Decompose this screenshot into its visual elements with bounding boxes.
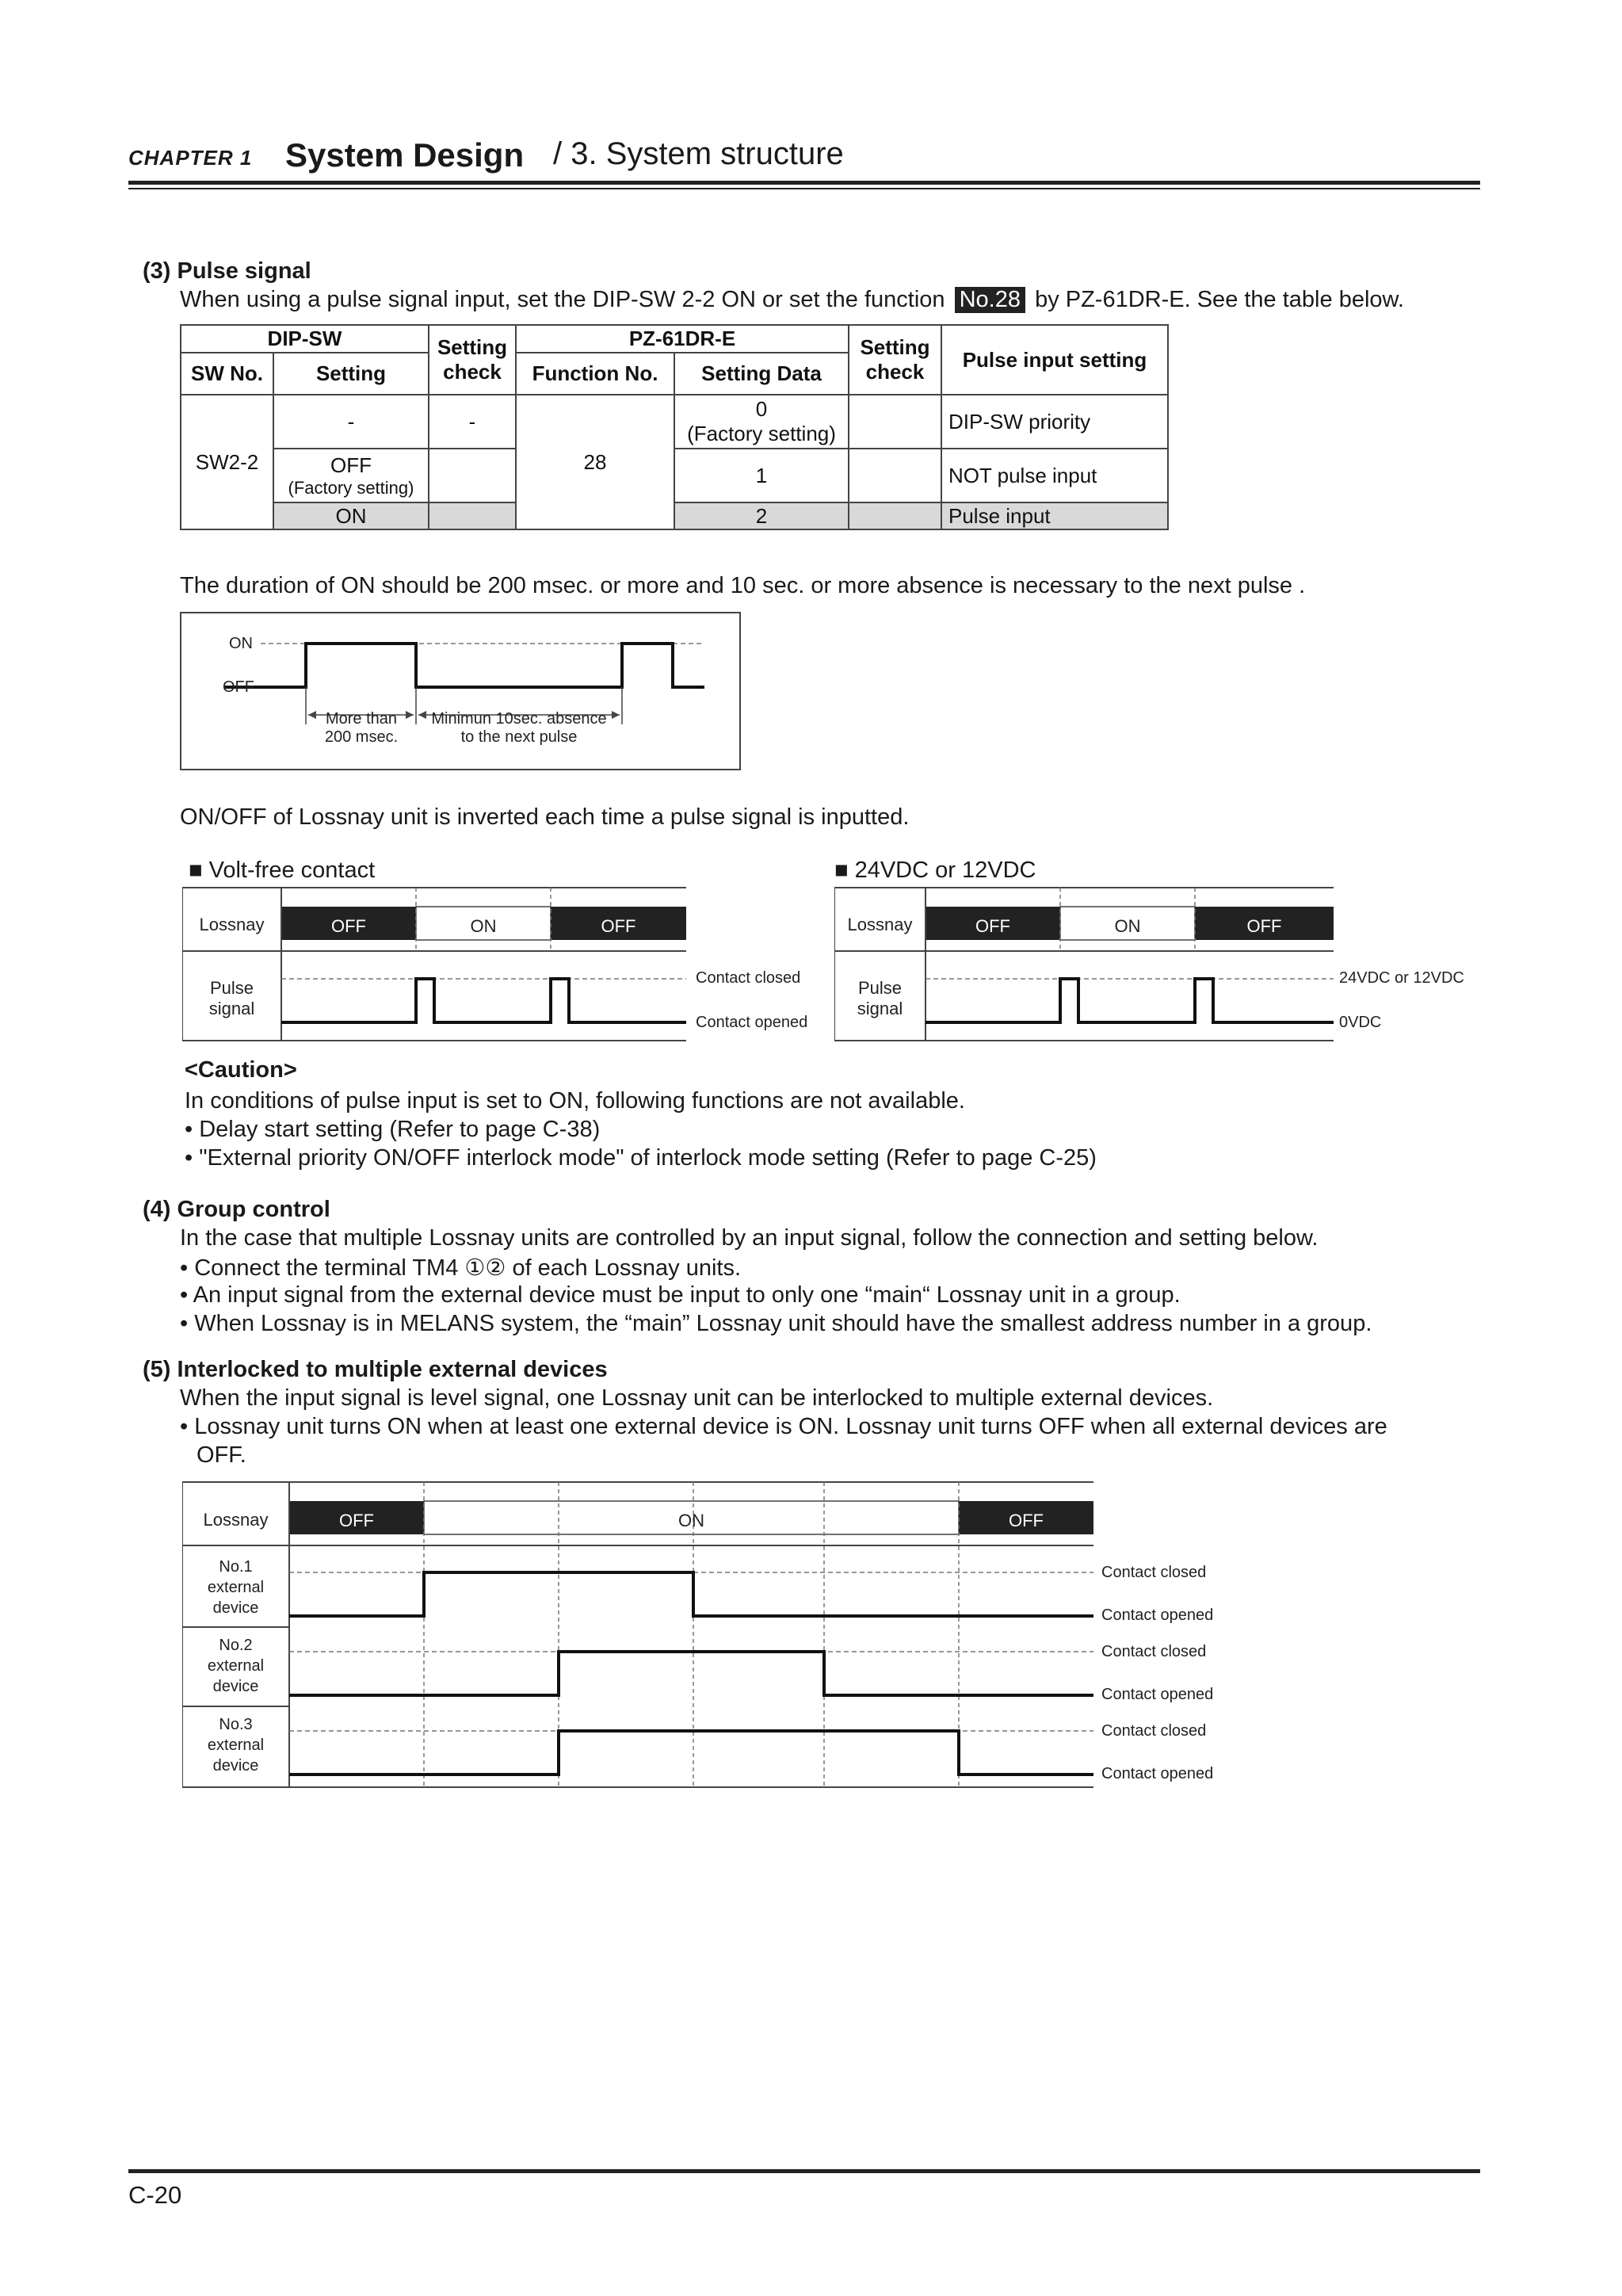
setting-note: (Factory setting) <box>288 477 414 498</box>
minimum-absence-label <box>419 710 619 747</box>
intro-text-after: by PZ-61DR-E. See the table below. <box>1035 287 1404 312</box>
header-function-no: Function No. <box>516 353 674 395</box>
off-label: OFF <box>223 678 254 696</box>
dc-low-label: 0VDC <box>1339 1014 1382 1031</box>
more-than-line-2: 200 msec. <box>324 728 399 746</box>
contact-opened-label: Contact opened <box>696 1014 808 1031</box>
square-bullet-icon: ■ <box>834 858 855 883</box>
dc-pulse-signal-label <box>834 978 925 1019</box>
device-3-line-3: device <box>212 1757 259 1775</box>
dc-state-off-2: OFF <box>1246 916 1282 936</box>
section-4-text: In the case that multiple Lossnay units are controlled by an input signal, follow the connection and setting below. <box>180 1225 1319 1251</box>
setting-value: OFF <box>330 453 372 477</box>
header-setting-data: Setting Data <box>674 353 849 395</box>
more-than-line-1: More than <box>325 710 398 728</box>
dc-high-label: 24VDC or 12VDC <box>1339 969 1464 987</box>
check-cell: - <box>429 395 516 449</box>
duration-text: The duration of ON should be 200 msec. or more and 10 sec. or more absence is necessary to the next pulse . <box>180 573 1306 598</box>
device-3-line-1: No.3 <box>219 1716 253 1733</box>
device-1-line-1: No.1 <box>219 1558 253 1576</box>
section-5-text: When the input signal is level signal, one Lossnay unit can be interlocked to multiple external devices. <box>180 1385 1214 1411</box>
state-on: ON <box>470 916 497 936</box>
dev3-contact-closed: Contact closed <box>1101 1722 1207 1740</box>
page-number: C-20 <box>128 2181 182 2209</box>
device-2-line-3: device <box>212 1678 259 1695</box>
dc-pulse-line-1: Pulse <box>857 978 903 998</box>
dc-diagram <box>834 886 1341 1045</box>
volt-free-title-text: Volt-free contact <box>208 858 376 883</box>
data-note: (Factory setting) <box>687 422 836 445</box>
result-cell: Pulse input <box>941 502 1168 529</box>
caution-bullet-2: • "External priority ON/OFF interlock mode" of interlock mode setting (Refer to page C-25) <box>185 1145 1097 1171</box>
interlock-state-off-2: OFF <box>1009 1511 1044 1530</box>
dc-state-on: ON <box>1114 916 1141 936</box>
setting-cell: ON <box>273 502 429 529</box>
inverted-text: ON/OFF of Lossnay unit is inverted each time a pulse signal is inputted. <box>180 804 910 830</box>
volt-free-title <box>189 858 375 884</box>
chapter-section-title: / 3. System structure <box>553 136 844 171</box>
header-sw-no: SW No. <box>181 353 273 395</box>
header-setting-check: Setting check <box>429 325 516 395</box>
header-rule-thin <box>128 188 1480 189</box>
result-cell: NOT pulse input <box>941 449 1168 502</box>
interlock-state-off-1: OFF <box>339 1511 374 1530</box>
check-cell <box>429 449 516 502</box>
check-cell-2 <box>849 395 941 449</box>
section-5-heading: (5) Interlocked to multiple external devices <box>143 1357 608 1382</box>
header-setting: Setting <box>273 353 429 395</box>
chapter-label: CHAPTER 1 <box>128 146 253 170</box>
volt-free-diagram <box>182 886 689 1045</box>
intro-text: When using a pulse signal input, set the DIP-SW 2-2 ON or set the function <box>180 287 945 312</box>
state-off-2: OFF <box>601 916 636 936</box>
setting-cell: - <box>273 395 429 449</box>
dev2-contact-closed: Contact closed <box>1101 1643 1207 1660</box>
device-1-line-2: external <box>207 1579 265 1596</box>
dev3-contact-opened: Contact opened <box>1101 1765 1214 1782</box>
dev1-contact-opened: Contact opened <box>1101 1606 1214 1624</box>
dc-state-off-1: OFF <box>975 916 1010 936</box>
data-value: 0 <box>755 397 768 421</box>
header-dipsw: DIP-SW <box>181 325 429 353</box>
setting-data-cell: 1 <box>674 449 849 502</box>
minimum-line-2: to the next pulse <box>460 728 578 746</box>
header-pulse-input-setting: Pulse input setting <box>941 325 1168 395</box>
check-cell-2 <box>849 502 941 529</box>
header-setting-check-2: Setting check <box>849 325 941 395</box>
dev1-contact-closed: Contact closed <box>1101 1564 1207 1581</box>
section-5-bullet-1-cont: OFF. <box>197 1442 246 1468</box>
caution-text: In conditions of pulse input is set to ON, following functions are not available. <box>185 1088 965 1114</box>
device-2-line-1: No.2 <box>219 1637 253 1654</box>
device-3-line-2: external <box>207 1736 265 1754</box>
check-cell <box>429 502 516 529</box>
result-cell: DIP-SW priority <box>941 395 1168 449</box>
state-off-1: OFF <box>331 916 366 936</box>
setting-data-cell <box>674 395 849 449</box>
more-than-label <box>318 710 405 747</box>
header-rule <box>128 181 1480 185</box>
section-3-intro <box>180 287 1404 313</box>
dev2-contact-opened: Contact opened <box>1101 1686 1214 1703</box>
function-badge: No.28 <box>955 287 1025 313</box>
dc-title <box>834 858 1036 884</box>
on-label: ON <box>229 635 253 652</box>
footer-rule <box>128 2169 1480 2173</box>
section-4-heading: (4) Group control <box>143 1197 330 1222</box>
device-2-line-2: external <box>207 1657 265 1675</box>
dc-pulse-line-2: signal <box>857 999 903 1018</box>
interlock-state-on: ON <box>678 1511 704 1530</box>
pulse-timing-diagram <box>180 612 741 770</box>
section-4-bullet-2: • An input signal from the external device must be input to only one “main“ Lossnay unit in a group. <box>180 1282 1181 1308</box>
lossnay-label: Lossnay <box>199 915 265 934</box>
interlock-lossnay-label: Lossnay <box>203 1510 269 1530</box>
chapter-title: System Design <box>285 136 525 174</box>
setting-cell <box>273 449 429 502</box>
device-1-label <box>182 1557 289 1618</box>
dc-lossnay-label: Lossnay <box>847 915 913 934</box>
section-4-bullet-1: • Connect the terminal TM4 ①② of each Lossnay units. <box>180 1255 742 1281</box>
sw-no-cell: SW2-2 <box>181 395 273 529</box>
caution-bullet-1: • Delay start setting (Refer to page C-38) <box>185 1117 601 1142</box>
device-1-line-3: device <box>212 1599 259 1617</box>
header-pz61dre: PZ-61DR-E <box>516 325 849 353</box>
section-4-bullet-3: • When Lossnay is in MELANS system, the “main” Lossnay unit should have the smallest address number in a group. <box>180 1311 1372 1336</box>
pulse-line-1: Pulse <box>209 978 254 998</box>
device-2-label <box>182 1635 289 1697</box>
section-3-heading: (3) Pulse signal <box>143 258 311 284</box>
pulse-settings-table <box>180 324 1169 530</box>
minimum-line-1: Minimun 10sec. absence <box>431 710 607 728</box>
contact-closed-label: Contact closed <box>696 969 801 987</box>
pulse-line-2: signal <box>208 999 255 1018</box>
device-3-label <box>182 1714 289 1776</box>
section-5-bullet-1: • Lossnay unit turns ON when at least one external device is ON. Lossnay unit turns OFF when all external devices are <box>180 1414 1387 1439</box>
pulse-signal-label <box>182 978 281 1019</box>
square-bullet-icon: ■ <box>189 858 209 883</box>
function-no-cell: 28 <box>516 395 674 529</box>
dc-title-text: 24VDC or 12VDC <box>854 858 1036 883</box>
caution-heading: <Caution> <box>185 1057 297 1083</box>
check-cell-2 <box>849 449 941 502</box>
setting-data-cell: 2 <box>674 502 849 529</box>
